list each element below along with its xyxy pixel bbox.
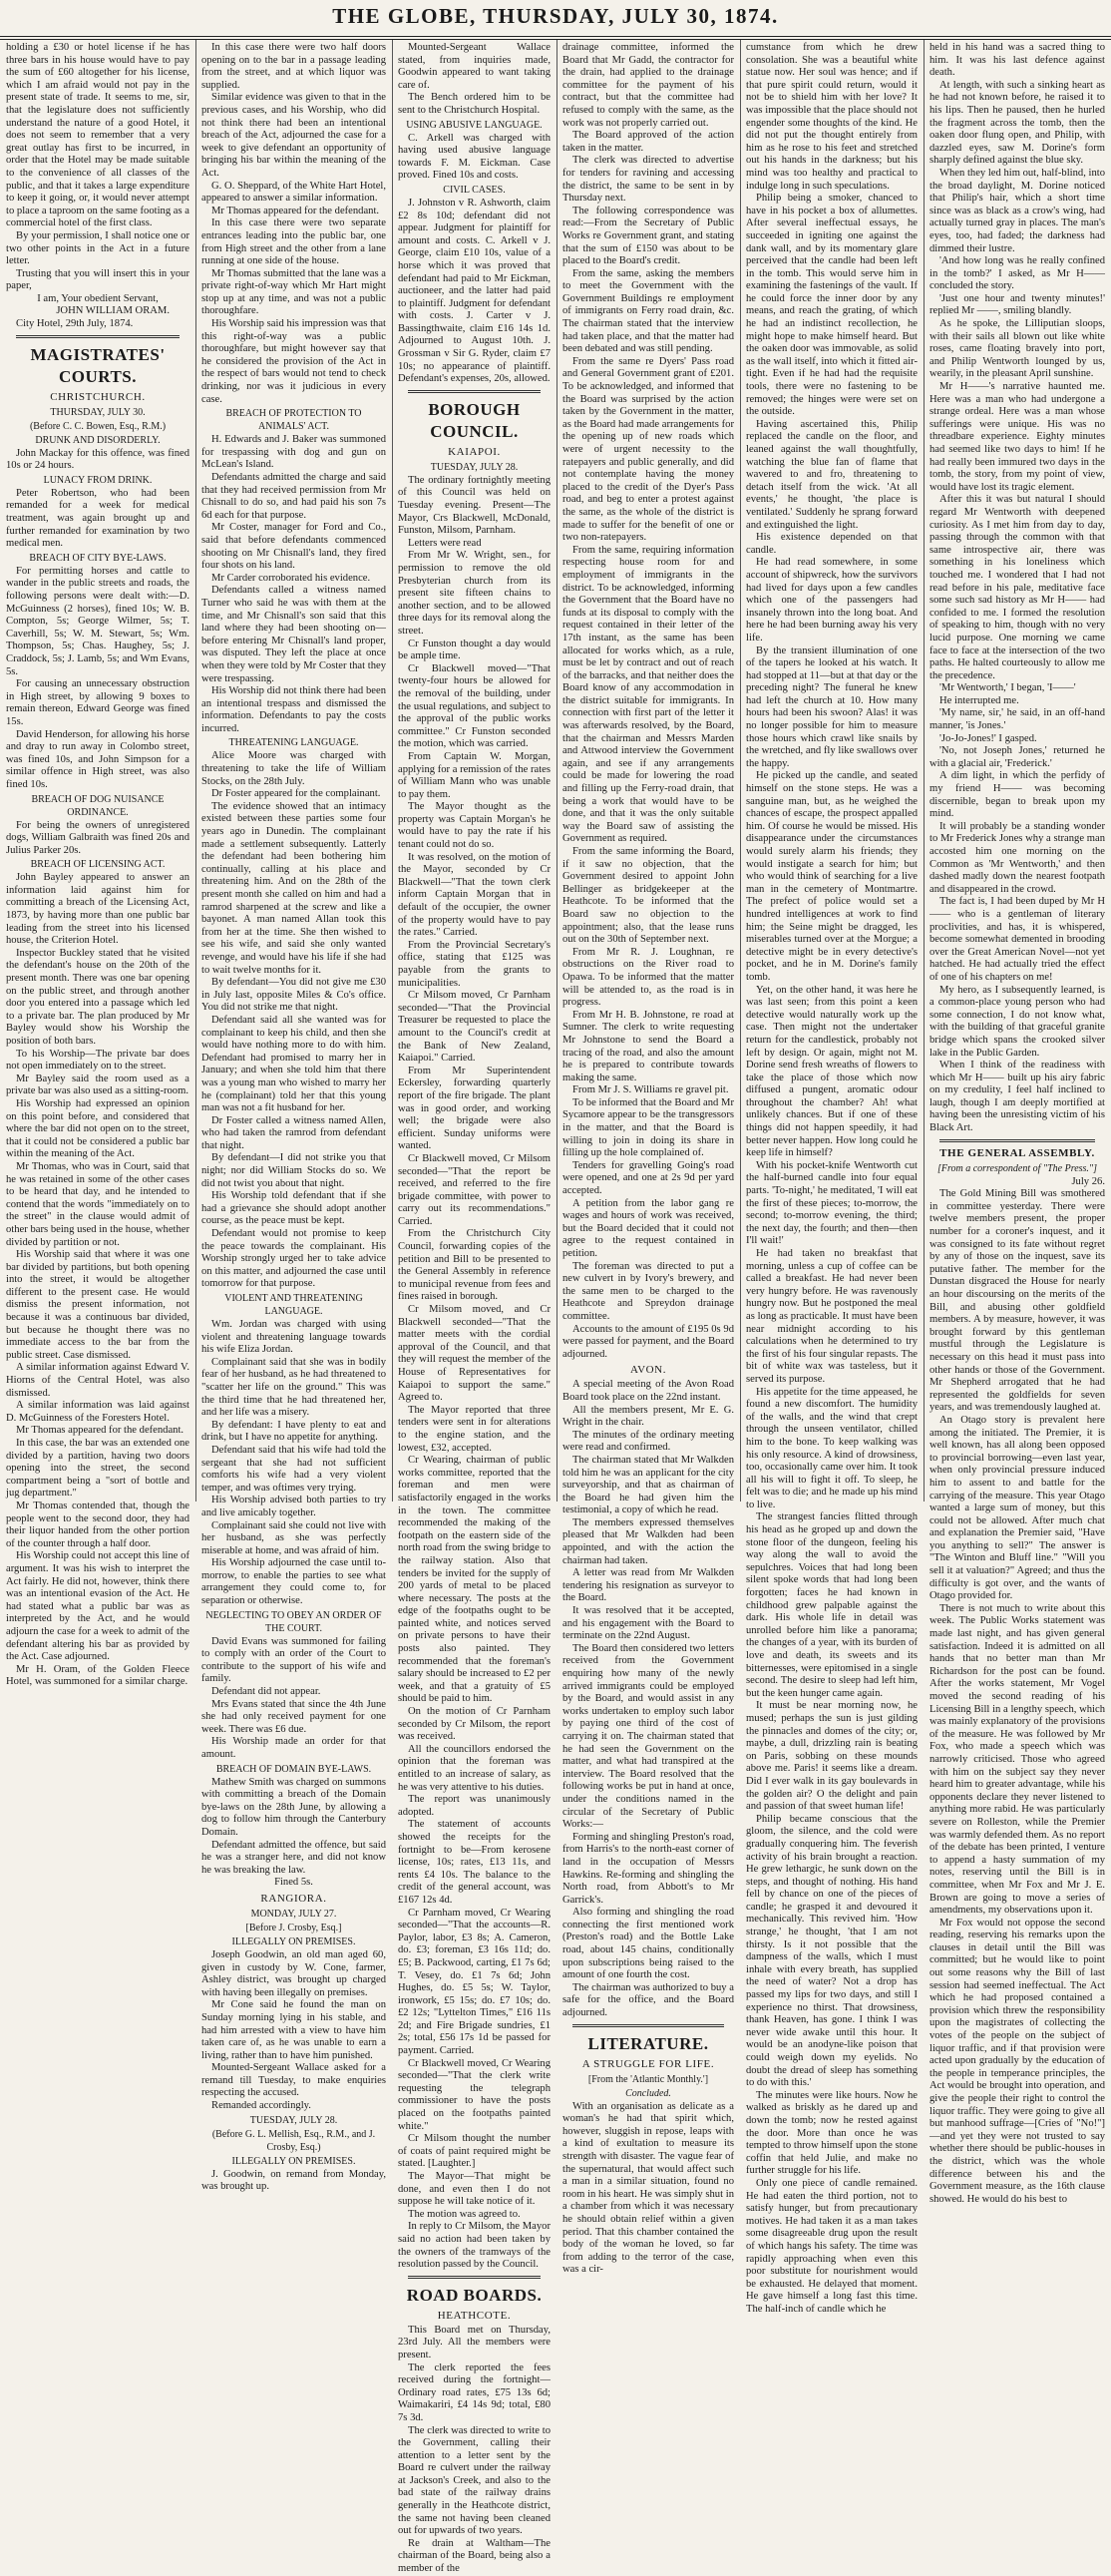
story-text: He had taken no breakfast that morning, unless a cup of coffee can be called a breakfast. He had never been very hungry before. He was ravenously hungry now. But he postponed the meal as long as practicable. It must have been near midnight according to his calculations when he determined to try the first of his four singular repasts. The bit of white wax was tasteless, but it served its purpose. [746,1248,918,1385]
report-text: A special meeting of the Avon Road Board took place on the 22nd instant. [562,1379,734,1403]
case-text: His Worship had expressed an opinion on this point before, and considered that where the bar did not open on to the street, that it could not be considered a public bar within the meaning of the Act. [6,1097,189,1160]
report-text: The members expressed themselves pleased that Mr Walkden had been appointed, and with the action the chairman had taken. [562,1516,734,1566]
story-text: 'Mr Wentworth,' I began, 'I——' [939,682,1076,694]
case-text: Defendants called a witness named Turner who said he was with them at the time, and Mr Chisnall's son said that this land where they had been shooting on—before entering Mr Chisnall's land proper, was disputed. They left the place at once when they were told by Mr Coster that they were trespassing. [201,585,386,684]
section-rule [939,1139,1095,1142]
report-text: The foreman was directed to put a new culvert in by Ivory's brewery, and the same men to be charged to the Heathcote and Spreydon drainage committee. [562,1260,734,1322]
section-heading-road-boards: ROAD BOARDS. [406,2285,543,2305]
section-rule [408,390,541,393]
case-heading: BREACH OF PROTECTION TO ANIMALS' ACT. [225,408,362,433]
case-text: Dr Foster called a witness named Allen, who had taken the ramrod from defendant that night. [201,1114,386,1151]
case-text: His Worship advised both parties to try and live amicably together. [201,1495,386,1518]
story-text: With an organisation as delicate as a woman's he had that spirit which, however, sluggish in repose, leaps with a kind of exultation to measure its strength with disaster. The vague fear of the supernatural, that would affect such a man in a similar situation, found no room in his heart. He was simply shut in a chamber from which it was necessary he should obtain relief within a given period. That this chamber contained the body of the woman he loved, so far from adding to the terror of the case, was a cir- [562,2100,734,2276]
report-text: The minutes of the ordinary meeting were read and confirmed. [562,1429,734,1454]
report-text: A letter was read from Mr Walkden tendering his resignation as surveyor to the Board. [562,1567,734,1604]
case-text: His Worship did not think there had been an intentional trespass and dismissed the information. Defendants to pay the costs incurred. [201,685,386,734]
report-text: From the same re Dyers' Pass road and General Government grant of £201. To be acknowledged, and informed that the Board was surprised by the action taken by the Government in the matter, as the Board had made arrangements for the opening up of new roads which were of urgent necessity to the ratepayers and public generally, and did not contemplate having the money placed to the credit of the Dyer's Pass road, and beg to enter a protest against the same, as the whole of the district is made to suffer for the benefit of one or two non-ratepayers. [562,355,734,544]
column-4 [562,42,734,2276]
report-text: Letters were read [408,537,482,549]
bench-line: (Before C. C. Bowen, Esq., R.M.) [29,420,167,432]
story-title: A STRUGGLE FOR LIFE. [581,2057,715,2070]
date-line: MONDAY, JULY 27. [250,1908,337,1920]
story-text: The fact is, I had been duped by Mr H—— who is a gentleman of literary proclivities, and has, it is whispered, become somewhat demented in brooding over the Great American Novel—not yet hatched. He had actually tried the effect of one of his chapters on me! [929,896,1105,983]
report-text: The Mayor reported that three tenders were sent in for alterations to the engine station, and the lowest, £32, accepted. [398,1404,551,1454]
letter-signoff: I am, Your obedient Servant, [37,292,159,304]
column-3 [398,42,551,2575]
story-text: He interrupted me. [939,694,1019,706]
case-heading: THREATENING LANGUAGE. [228,737,359,749]
case-heading: VIOLENT AND THREATENING LANGUAGE. [224,1293,363,1317]
section-heading-literature: LITERATURE. [587,2033,709,2053]
report-text: drainage committee, informed the Board that Mr Gadd, the contractor for the drain, had applied to the drainage committee for the payment of his contract, but that the committee had refused to comply with the same, as the work was not properly carried out. [562,42,734,129]
story-text: held in his hand was a sacred thing to him. It was his last defence against death. [929,42,1105,79]
bench-line: (Before G. L. Mellish, Esq., R.M., and J. Crosby, Esq.) [211,2128,376,2153]
case-text: His Worship said his impression was that this right-of-way was a public thoroughfare, but might however say that he considered the provision of the Act in the respect of bars would not tend to check drinking, nor was it judicious in every case. [201,318,386,405]
section-heading-magistrates: MAGISTRATES' COURTS. [30,344,166,386]
report-text: From the same, asking the members to meet the Government with the Government Buildings re employment of immigrants on Ferry road drain, &c. The chairman stated that the interview had taken place, and that the matter had been debated and was still pending. [562,267,734,355]
case-text: H. Edwards and J. Baker was summoned for trespassing with dog and gun on McLean's Island. [201,434,386,471]
article-text: An Otago story is prevalent here among the initiated. The Premier, it is well known, has all along been opposed to provincial borrowing—even last year, when only provincial pressure induced him to assent to and battle for the carrying of the measure. This year Otago wanted a large sum of money, but this could not be allowed. After much chat and explanation the Premier said, "Have you anything to sell?" The answer is "The Winton and Bluff line." "Will you sell it at valuation?" Agreed; and thus the difficulty is got over, and the wants of Otago provided for. [929,1414,1105,1602]
case-text: Defendant said all she wanted was for complainant to keep his child, and then she would have nothing more to do with him. Defendant had promised to marry her in January; and when she told him that there was a young man who wished to marry her he (complainant) told her that this young man was not a fit husband for her. [201,1014,386,1114]
report-text: The clerk reported the fees received during the fortnight—Ordinary road rates, £75 13s 6d; Waimakariri, £4 14s 9d; total, £80 7s 3d. [398,2361,551,2423]
report-text: From Mr J. S. Williams re gravel pit. [572,1084,729,1096]
subheading: AVON. [629,1364,667,1377]
story-text: His appetite for the time appeased, he found a new discomfort. The humidity of the walls, and the wind that crept through the unseen ventilator, chilled him to the bone. To keep walking was his only resource. A kind of drowsiness, too, occasionally came over him. It took all his will to fight it off. To sleep, he felt was to die; and he made up his mind to live. [746,1386,918,1510]
case-text: Defendant admitted the offence, but said he was a stranger here, and did not know he was breaking the law. [201,1839,386,1876]
column-divider [924,40,925,1502]
case-text: Defendant did not appear. [211,1686,321,1698]
story-text: His existence depended on that candle. [746,532,918,556]
report-text: From the same, requiring information respecting house room for and employment of immigrants in the district. To be acknowledged, informing the Government that the Board have no funds at its disposal to comply with the request contained in their letter of the 17th instant, as the same has been allocated for works which, as a rule, must be let by contract and out of reach of the barracks, and that neither does the Board know of any accommodation in the district suitable for immigrants. In connection with first part of the letter it was afterwards resolved, by the Board, that the chairman and Messrs Marden and Attwood interview the Government again, and see if any arrangements could be made for lowering the road and filling up the Ferry-road drain, that being a work that would have to be done, and that it was the only suitable way the Board saw of assisting the Government as required. [562,544,734,845]
story-text: When they led him out, half-blind, into the broad daylight, M. Dorine noticed that Philip's hair, which a short time since was as black as a crow's wing, had actually turned gray in places. The man's eyes, too, had faded; the darkness had dimmed their lustre. [929,167,1105,254]
case-text: Defendant would not promise to keep the peace towards the complainant. His Worship strongly urged her to take advice on this matter, and adjourned the case until tomorrow for that purpose. [201,1228,386,1290]
case-heading: CIVIL CASES. [443,184,506,196]
issue-date: THURSDAY, JULY 30, 1874. [483,4,779,28]
report-text: In reply to Cr Milsom, the Mayor said no action had been taken by the owners of the tramways of the resolution passed by the Council. [398,2221,551,2271]
report-text: Cr Blackwell moved, Cr Milsom seconded—"That the report be received, and referred to the fire brigade committee, with power to carry out its recommendations." Carried. [398,1152,551,1227]
column-6 [929,42,1105,2205]
report-text: Cr Blackwell moved—"That twenty-four hours be allowed for the removal of the building, under the usual regulations, and subject to the approval of the public works committee." Cr Funston seconded the motion, which was carried. [398,662,551,750]
story-text: The minutes were like hours. Now he walked as briskly as he dared up and down the tomb; now he rested against the door. More than once he was tempted to throw himself upon the stone coffin that held Julie, and make no further struggle for his life. [746,2089,918,2177]
story-text: After this it was but natural I should regard Mr Wentworth with deepened curiosity. As I met him from day to day, passing through the common with that same introspective air, there was something in his loneliness which touched me. I wondered that I had not read before in his pale, meditative face some such sad history as Mr H—— had confided to me. I formed the resolution of speaking to him, though with no very lucid purpose. One morning we came face to face at the intersection of the two paths. He halted courteously to allow me the precedence. [929,494,1105,681]
article-text: The Gold Mining Bill was smothered in committee yesterday. There were twelve members present, the proper number for a coroner's inquest, and it was consigned to its fate without regret by any of those on the inquest, save its putative father. The member for the Dunstan disgraced the House for nearly an hour discoursing on the merits of the Bill, and abusing other goldfield members. A by measure, however, it was brought forward by this gentleman mustful through the Legislature is necessary on this head it must pass into other hands or those of the Government. Mr Shepherd arrogated that he had represented the goldfields for seven years, and was tremendously laughed at. [929,1188,1105,1414]
report-text: This Board met on Thursday, 23rd July. All the members were present. [398,2324,551,2361]
case-heading: ILLEGALLY ON PREMISES. [231,2155,356,2167]
case-text: By defendant—You did not give me £30 in July last, opposite Miles & Co's office. You did not strike me that night. [201,977,386,1014]
report-text: The Mayor—That might be done, and even then I do not suppose he will take notice of it. [398,2171,551,2208]
report-text: Tenders for gravelling Going's road were opened, and one at 2s 9d per yard accepted. [562,1159,734,1197]
story-text: 'Just one hour and twenty minutes!' replied Mr ——, smiling blandly. [929,292,1105,317]
article-text: Mr Fox would not oppose the second reading, reserving his remarks upon the clauses in detail until the Bill was committed; but he would like to point out some reasons why the Bill of last session had seemed ineffectual. The Act which he had proposed contained a provision which threw the responsibility upon the magistrates of collecting the votes of the people on the subject of liquor traffic, and if that provision were acted upon gradually by the education of the people in temperance principles, the Act would be brought into operation, and give the people their right to control the liquor traffic. They were going to give all but manhood suffrage—[Cries of "No!"]—and yet they were not trusted to say whether there should be public-houses in the district, which was the whole difference between his and the Government measure, as the 16th clause showed. He would do his best to [929,1917,1105,2205]
masthead-rule-2 [0,39,1111,40]
story-text: Yet, on the other hand, it was here he was last seen; from this point a keen detective would naturally work up the case. Then might not the undertaker return for the candlestick, probably not left by design. Or again, might not M. Dorine send fresh wreaths of flowers to take the place of those which now diffused a pungent, aromatic odour throughout the chamber? Ah! what unlikely chances. But if one of these things did not happen speedily, it had better never happen. How long could he keep life in himself? [746,984,918,1159]
case-text: Dr Foster appeared for the complainant. [211,788,381,800]
section-rule [16,335,180,338]
report-text: All the members present, Mr E. G. Wright in the chair. [562,1404,734,1429]
story-text: With his pocket-knife Wentworth cut the half-burned candle into four equal parts. 'To-night,' he meditated, 'I will eat the first of these pieces; to-morrow, the second; to-morrow evening, the third; the next day, the fourth; and then—then I'll wait!' [746,1159,918,1247]
report-text: The chairman was authorized to buy a safe for the office, and the Board adjourned. [562,1981,734,2019]
date-line: TUESDAY, JULY 28. [249,2114,338,2126]
report-text: To be informed that the Board and Mr Sycamore appear to be the transgressors in the matter, and that the Board is willing to join in doing its share in filling up the hole complained of. [562,1096,734,1159]
case-text: Inspector Buckley stated that he visited the defendant's house on the 20th of the present month. There was one bar opening on the public street, and through another door you entered into a passage which led to a private bar. The plan produced by Mr Bayley would show his Worship the position of both bars. [6,947,189,1047]
case-text: For causing an unnecessary obstruction in High street, by allowing 9 boxes to remain thereon, Edward George was fined 15s. [6,678,189,727]
case-text: Mounted-Sergeant Wallace stated, from inquiries made, Goodwin appeared to want taking care of. [398,42,551,91]
story-text: Mr H——'s narrative haunted me. Here was a man who had undergone a strange ordeal. Here was a man whose sufferings were unique. His was no threadbare experience. Eighty minutes had seemed like two days to him! If he had really been immured two days in the tomb, the story, from my point of view, would have lost its tragic element. [929,381,1105,493]
report-text: Cr Milsom moved, Cr Parnham seconded—"That the Provincial Treasurer be requested to place the amount to the Council's credit at the Bank of New Zealand, Kaiapoi." Carried. [398,990,551,1065]
story-text: 'Jo-Jo-Jones!' I gasped. [939,732,1037,744]
case-text: C. Arkell was charged with having used abusive language towards F. M. Eickman. Case proved. Fined 10s and costs. [398,132,551,182]
report-text: Forming and shingling Preston's road, from Harris's to the north-east corner of land in the occupation of Messrs Hawkins. Re-forming and shingling the North road, from Abbott's to Mr Garrick's. [562,1831,734,1906]
report-text: Cr Parnham moved, Cr Wearing seconded—"That the accounts—R. Paylor, labor, £3 8s; A. Cameron, do. £3; foreman, £3 16s 11d; do. £5; B. Packwood, carting, £1 7s 6d; T. Vesey, do. £1 7s 6d; John Hughes, do. £5 5s; W. Taylor, ironwork, £5 15s; do. £7 10s; do. £2 12s; "Lyttelton Times," £16 11s 2d; and Fire Brigade sundries, £1 2s; total, £56 17s 1d be passed for payment. Carried. [398,1907,551,2057]
case-text: Mr Thomas submitted that the lane was a private right-of-way which Mr Hart might stop up at any time, and was not a public thoroughfare. [201,267,386,317]
story-text: It will probably be a standing wonder to Mr Frederick Jones why a strange man accosted him one morning on the Common as 'Mr Wentworth,' and then dashed madly down the nearest footpath and disappeared in the crowd. [929,820,1105,895]
article-source: [From a correspondent of "The Press."] [936,1162,1098,1174]
report-text: From Mr R. J. Loughnan, re obstructions on the River road to Opawa. To be informed that the matter will be attended to, as the road is in progress. [562,946,734,1009]
case-heading: USING ABUSIVE LANGUAGE. [406,119,543,131]
column-divider [556,40,557,1502]
report-text: The following correspondence was read:—From the Secretary of Public Works re Government grant, and stating that the sum of £150 was about to be placed to the Board's credit. [562,205,734,267]
report-text: The clerk was directed to advertise for tenders for ravining and accessing the district, the same to be sent in by Thursday next. [562,155,734,205]
column-5 [746,42,919,2315]
case-text: Complainant said she could not live with her husband, as she was perfectly miserable at home, and was afraid of him. [201,1519,386,1556]
report-text: Cr Milsom moved, and Cr Blackwell seconded—"That the matter meets with the cordial approval of the Council, and that they will request the member of the House of Representatives for Kaiapoi to support the same." Agreed to. [398,1304,551,1404]
case-text: In this case there were two half doors opening on to the bar in a passage leading from the street, and at which liquor was supplied. [201,42,386,91]
column-2 [201,42,386,2193]
case-text: David Evans was summoned for failing to comply with an order of the Court to contribute to the support of his wife and family. [201,1635,386,1685]
case-heading: DRUNK AND DISORDERLY. [35,434,161,446]
story-text: At length, with such a sinking heart as he had not known before, he raised it to his lips. Then he paused, then he hurled the fragment across the tomb, then the oaken door flung open, and Philip, with dazzled eyes, saw M. Dorine's form sharply defined against the blue sky. [929,79,1105,167]
report-text: The ordinary fortnightly meeting of this Council was held on Tuesday evening. Present—The Mayor, Crs Blackwell, McDonald, Funston, Milsom, Parnham. [398,474,551,537]
story-text: It must be near morning now, he mused; perhaps the sun is just gilding the pinnacles and domes of the city; or, maybe, a dull, drizzling rain is beating on Paris, sobbing on these mounds above me. Paris! it seems like a dream. Did I ever walk in its gay boulevards in the golden air? O the delight and pain and passion of that sweet human life! [746,1700,918,1813]
column-divider [195,40,196,1502]
case-text: Mrs Evans stated that since the 4th June she had only received payment for one week. There was £6 due. [201,1698,386,1735]
case-text: Mr Bayley said the room used as a private bar was also used as a sitting-room. [6,1073,189,1097]
report-text: Cr Funston thought a day would be ample time. [398,638,551,662]
section-rule [408,2276,541,2279]
case-text: In this case, the bar was an extended one divided by a partition, having two doors opening into the street, the second compartment being a "sort of bottle and jug department." [6,1438,189,1500]
case-text: For being the owners of unregistered dogs, William Galbraith was fined 20s and Julius Parker 20s. [6,819,189,856]
case-text: Mathew Smith was charged on summons with committing a breach of the Domain bye-laws on the 28th June, by allowing a dog to follow him through the Canterbury Domain. [201,1776,386,1838]
case-heading: BREACH OF DOG NUISANCE ORDINANCE. [31,793,165,818]
report-text: The Board then considered two letters received from the Government enquiring how many of the newly arrived immigrants could be employed by the Board, and would assist in any works undertaken to employ such labor by paying one third of the cost of carrying it on. The chairman stated that he had seen the Government on the matter, and what had transpired at the interview. The Board resolved that the following works be put in hand at once, under the conditions named in the circular of the Secretary of Public Works:— [562,1642,734,1831]
case-text: Fined 5s. [274,1877,313,1889]
section-rule [572,2024,724,2027]
story-source: [From the 'Atlantic Monthly.'] [587,2073,709,2085]
story-text: 'And how long was he really confined in the tomb?' I asked, as Mr H—— concluded the story. [929,255,1105,292]
report-text: Cr Milsom thought the number of coats of paint required might be stated. [Laughter.] [398,2133,551,2170]
report-text: On the motion of Cr Parnham seconded by Cr Milsom, the report was received. [398,1706,551,1743]
case-text: His Worship adjourned the case until to-morrow, to enable the parties to see what arrangement they could come to, for separation or otherwise. [201,1557,386,1607]
report-text: The statement of accounts showed the receipts for the fortnight to be—From kerosene license, 10s; rates, £13 11s, and rents £4 10s. The balance to the credit of the general account, was £167 12s 4d. [398,1819,551,1906]
report-text: From Mr H. B. Johnstone, re road at Sumner. The clerk to write requesting Mr Johnstone to send the Board a tracing of the road, and also the amount he is prepared to contribute towards making the same. [562,1009,734,1083]
story-text: Having ascertained this, Philip replaced the candle on the floor, and leaned against the wall thoughtfully, watching the blue fan of flame that wavered to and fro, threatening to detach itself from the wick. 'At all events,' he thought, 'the place is ventilated.' Suddenly he sprang forward and extinguished the light. [746,418,918,531]
section-heading-borough: BOROUGH COUNCIL. [428,399,521,441]
case-text: Mounted-Sergeant Wallace asked for a remand till Tuesday, to make enquiries respecting the accused. [201,2062,386,2099]
case-heading: BREACH OF DOMAIN BYE-LAWS. [215,1763,372,1775]
report-text: The Mayor thought as the property was Captain Morgan's he would have to pay the rate if his tenant could not do so. [398,801,551,851]
bench-line: [Before J. Crosby, Esq.] [245,1922,342,1933]
case-text: Mr Thomas, who was in Court, said that he was retained in some of the other cases to be heard that day, and he intended to contend that the words "immediately on to the street" in the clause would admit of other bars being used in the house, whether divided by partition or not. [6,1160,189,1248]
report-text: The Board approved of the action taken in the matter. [562,130,734,154]
case-text: His Worship told defendant that if she had a grievance she should adopt another course, as the peace must be kept. [201,1190,386,1227]
case-text: Mr Thomas contended that, though the people went to the second door, they had their liquor handed from the other portion of the counter through a half door. [6,1500,189,1549]
case-text: Mr Thomas appeared for the defendant. [211,205,380,216]
date-line: THURSDAY, JULY 30. [50,406,146,418]
case-text: His Worship could not accept this line of argument. It was his wish to interpret the Act fairly. He did not, however, think there was an intentional evasion of the Act. He had stated what a public bar was as interpreted by the Act, and he would adjourn the case for a week to admit of the defendant altering his bar as provided by the Act. Case adjourned. [6,1550,189,1663]
report-text: From the Christchurch City Council, forwarding copies of the petition and Bill to be presented to the General Assembly in reference to municipal revenue from fees and fines raised in borough. [398,1228,551,1303]
story-text: cumstance from which he drew consolation. She was a beautiful white statue now. Her soul was hence; and if that pure spirit could return, would it not be to shield him with her love? It was impossible that the place should not engender some thoughts of the kind. He did not put the thought entirely from him as he rose to his feet and stretched out his hands in the darkness; but his mind was too healthy and practical to indulge long in such speculations. [746,42,918,192]
case-text: Joseph Goodwin, an old man aged 60, given in custody by W. Cone, farmer, Ashley district, was brought up charged with having been illegally on premises. [201,1948,386,1998]
case-text: A similar information against Edward V. Hiorns of the Central Hotel, was also dismissed. [6,1362,189,1399]
subheading: KAIAPOI. [448,445,501,458]
case-text: In this case there were two separate entrances leading into the public bar, one from High street and the other from a lane running at one side of the house. [201,217,386,267]
report-text: It was resolved, on the motion of the Mayor, seconded by Cr Blackwell—"That the town clerk inform Captain Morgan that in default of the occupier, the owner of the property would have to pay the rates." Carried. [398,851,551,939]
report-text: From Mr Superintendent Eckersley, forwarding quarterly report of the fire brigade. The plant was in good order, and working well; the brigade were also efficient. Sunday uniforms were wanted. [398,1065,551,1152]
date-line: TUESDAY, JULY 28. [430,461,519,473]
report-text: The chairman stated that Mr Walkden told him he was an applicant for the city surveyorship, and that as chairman of the Board he had given him the testimonial, a copy of which he read. [562,1454,734,1516]
report-text: From the Provincial Secretary's office, stating that £125 was payable from the grants to municipalities. [398,939,551,989]
case-text: David Henderson, for allowing his horse and dray to run away in Colombo street, was fined 10s, and John Simpson for a similar offence in High street, was also fined 10s. [6,728,189,790]
report-text: Cr Wearing, chairman of public works committee, reported that the foreman and men were satisfactorily engaged in the works in the town. The committee recommended the making of the footpath on the eastern side of the north road from the swing bridge to the railway station. Also that tenders be invited for the supply of 200 yards of metal to be placed where necessary. The posts at the edge of the footpaths ought to be painted white, and notices served on private persons to have their posts also painted. They recommended that the foreman's salary should be increased to £2 per week, and that a gratuity of £5 should be paid to him. [398,1455,551,1705]
report-text: The motion was agreed to. [408,2208,521,2220]
report-text: Accounts to the amount of £195 0s 9d were passed for payment, and the Board adjourned. [562,1323,734,1360]
report-text: All the councillors endorsed the opinion that the foreman was entitled to an increase of salary, as he was very attentive to his duties. [398,1743,551,1793]
case-text: Remanded accordingly. [211,2100,311,2112]
column-divider [392,40,393,1502]
case-text: Complainant said that she was in bodily fear of her husband, as he had threatened to "scatter her life on the ground." This was the third time that he had threatened her, and her life was a misery. [201,1356,386,1419]
report-text: It was resolved that it be accepted, and his engagement with the Board to terminate on the 22nd August. [562,1605,734,1642]
story-text: Philip being a smoker, chanced to have in his pocket a box of allumettes. After several ineffectual essays, he succeeded in igniting one against the dank wall, and by its momentary glare perceived that the candle had been left in the tomb. This would serve him in examining the fastenings of the vault. If he could force the inner door by any means, and reach the grating, of which he had an indistinct recollection, he might hope to make himself heard. But the oaken door was immovable, as solid as the wall itself, into which it fitted air-tight. Even if he had had the requisite tools, there were no fastening to be removed; the hinges were were set on the outside. [746,193,918,418]
letter-address: City Hotel, 29th July, 1874. [16,318,134,330]
case-text: John Mackay for this offence, was fined 10s or 24 hours. [6,447,189,472]
case-heading: ILLEGALLY ON PREMISES. [231,1935,356,1947]
story-text: Only one piece of candle remained. He had eaten the third portion, not to satisfy hunger, but from precautionary motives. He had taken it as a man takes some disagreeable drug upon the result of which hangs his safety. The time was rapidly approaching when even this poor substitute for nourishment would be exhausted. He delayed that moment. He gave himself a long fast this time. The half-inch of candle which he [746,2177,918,2315]
case-text: The evidence showed that an intimacy existed between these parties some four years ago in Dunedin. The complainant made a settlement subsequently. Latterly the defendant had been bothering him continually, calling at his place and threatening him. And on the 28th of the present month she called on him and had a ramrod sharpened at the screw and like a bayonet. A man named Allan took this from her at the time. She then wished to see his wife, and said she only wanted revenge, and would have his life if she had to wait twelve months for it. [201,800,386,976]
case-text: Mr H. Oram, of the Golden Fleece Hotel, was summoned for a similar charge. [6,1663,189,1688]
masthead-rule [0,36,1111,37]
case-text: J. Goodwin, on remand from Monday, was brought up. [201,2168,386,2193]
story-text: The strangest fancies flitted through his head as he groped up and down the stone floor of the dungeon, feeling his way along the wall to avoid the sepulchres. Voices that had long been silent spoke words that had long been forgotten; faces he had known in childhood grew palpable against the dark. His whole life in detail was unrolled before him like a panorama; the changes of a year, with its burden of love and death, its sweets and its bitternesses, were epitomised in a single second. The desire to sleep had left him, but the keen hunger came again. [746,1511,918,1699]
report-text: The clerk was directed to write to the Government, calling their attention to a letter sent by the Board re culvert under the railway at Jackson's Creek, and also to the bad state of the railway drains generally in the Heathcote district, the same not having been cleaned out for upwards of two years. [398,2424,551,2537]
story-text: 'No, not Joseph Jones,' returned he with a glacial air, 'Frederick.' [929,745,1105,769]
subheading: RANGIORA. [260,1892,327,1905]
report-text: Re drain at Waltham—The chairman of the Board, being also a member of the [398,2537,551,2575]
case-text: By defendant—I did not strike you that night; nor did William Stocks do so. We did not twist you about that night. [201,1152,386,1189]
case-heading: NEGLECTING TO OBEY AN ORDER OF THE COURT. [205,1609,382,1634]
case-text: The Bench ordered him to be sent to the Christchurch Hospital. [398,92,551,116]
case-text: Wm. Jordan was charged with using violent and threatening language towards his wife Eliza Jordan. [201,1319,386,1356]
case-text: A similar information was laid against D. McGuinness of the Foresters Hotel. [6,1400,189,1424]
case-text: To his Worship—The private bar does not open immediately on to the street. [6,1048,189,1073]
letter-paragraph: Trusting that you will insert this in your paper, [6,267,189,292]
case-heading: LUNACY FROM DRINK. [43,474,153,486]
case-text: Defendants admitted the charge and said that they had received permission from Mr Chisnall to do so, and had paid his son 7s 6d each for that purpose. [201,472,386,521]
report-text: Also forming and shingling the road connecting the first mentioned work (Preston's road) and the Bottle Lake road, about 145 chains, conditionally upon subscriptions being raised to the amount of one fourth the cost. [562,1907,734,1981]
section-heading-general-assembly: THE GENERAL ASSEMBLY. [939,1146,1095,1159]
case-heading: BREACH OF CITY BYE-LAWS. [29,552,167,564]
case-text: Alice Moore was charged with threatening to take the life of William Stocks, on the 28th July. [201,750,386,787]
subheading: CHRISTCHURCH. [50,390,146,403]
story-status: Concluded. [625,2087,671,2099]
case-text: Defendant said that his wife had told the sergeant that she had not sufficient comforts his wife had a very violent temper, and was oftimes very trying. [201,1444,386,1494]
case-text: Mr Cone said he found the man on Sunday morning lying in his stable, and had him arrested with a view to have him taken care of, as he was unable to earn a living, rather than to have him punished. [201,1999,386,2061]
article-date: July 26. [1071,1175,1105,1187]
case-text: G. O. Sheppard, of the White Hart Hotel, appeared to answer a similar information. [201,180,386,205]
story-text: He had read somewhere, in some account of shipwreck, how the survivors had lived for days upon a few candles which one of the passengers had insanely thrown into the long boat. And here he had been burning away his very life. [746,557,918,644]
story-text: 'My name, sir,' he said, in an off-hand manner, 'is Jones.' [929,707,1105,732]
case-text: Mr Coster, manager for Ford and Co., said that before defendants commenced shooting on Mr Chisnall's land, they fired four shots on his land. [201,522,386,572]
column-divider [740,40,741,1502]
story-text: When I think of the readiness with which Mr H—— built up his airy fabric on my credulity, I feel half inclined to laugh, though I am deeply mortified at having been the unresisting victim of his Black Art. [929,1060,1105,1134]
story-text: My hero, as I subsequently learned, is a common-place young person who had some connection, I do not know what, with the building of that graceful granite bridge which spans the crooked silver lake in the Public Garden. [929,984,1105,1059]
case-text: By defendant: I have plenty to eat and drink, but I have no appetite for anything. [201,1419,386,1444]
subheading: HEATHCOTE. [437,2309,512,2322]
letter-paragraph: holding a £30 or hotel license if he has three bars in his house would have to pay the sum of £60 altogether for his license, which I am afraid would not pay in the present state of trade. It seems to me, sir, that the legislature does not sufficiently understand the nature of a good Hotel, it does not seem to remember that a very great outlay has first to be incurred, in order that the Hotel may be made suitable to the convenience of all classes of the public, and that it takes a large expenditure to keep it going, or, it would never attempt to place a taproom on the same footing as a commercial hotel of the first class. [6,42,189,229]
case-text: John Bayley appeared to answer an information laid against him for committing a breach of the Licensing Act, 1873, by having more than one public bar leading from the street into his licensed house, the Criterion Hotel. [6,872,189,947]
story-text: By the transient illumination of one of the tapers he looked at his watch. It had stopped at 11—but at that day or the preceding night? The funeral he knew had left the church at 10. How many hours had been his swoon? Alas! it was no longer possible for him to measure those hours which crawl like snails by the wretched, and fly like swallows over the happy. [746,644,919,769]
case-text: For permitting horses and cattle to wander in the public streets and roads, the following persons were dealt with:—D. McGuinness (2 horses), fined 10s; W. B. Compton, 5s; George Wilmer, 5s; T. Caverhill, 5s; W. M. Stewart, 5s; Wm. Thompson, 5s; Chas. Haughey, 5s; J. Craddock, 5s; J. Lamb, 5s; and Wm Evans, 5s. [6,565,189,677]
report-text: A petition from the labor gang re wages and hours of work was received, but the Board decided that it could not agree to the request contained in petition. [562,1197,734,1259]
case-text: His Worship made an order for that amount. [201,1736,386,1760]
story-text: He picked up the candle, and seated himself on the stone steps. He was a sanguine man, but, as he weighed the chances of escape, the prospect appalled him. Of course he would be missed. His disappearance under the circumstances would surely alarm his friends; they would instigate a search for him; but who would think of searching for a live man in the cemetery of Montmartre. The prefect of police would set a hundred intelligences at work to find him; the Seine might be dragged, les miserables turned over at the Morgue; a detective might be in every detective's pocket, and he in M. Dorine's family tomb. [746,770,918,983]
case-text: Mr Thomas appeared for the defendant. [16,1425,185,1437]
case-text: Peter Robertson, who had been remanded for a week for medical treatment, was again brought up and further remanded for examination by two medical men. [6,487,189,550]
report-text: Cr Blackwell moved, Cr Wearing seconded—"That the clerk write requesting the telegraph commissioner to have the posts placed on the footpaths painted white." [398,2057,551,2132]
case-text: J. Johnston v R. Ashworth, claim £2 8s 10d; defendant did not appear. Judgment for plaintiff for amount and costs. C. Arkell v J. George, claim £10 10s, value of a horse which it was proved that defendant had paid to Mr Eickman, auctioneer, and the latter had paid to plaintiff. Judgment for defendant with costs. J. Carter v J. Bassingthwaite, claim £16 14s 1d. Adjourned to August 10th. J. Grossman v Sir G. Ryder, claim £7 10s; no appearance of plaintiff. Defendant's expenses, 20s, allowed. [398,197,551,385]
letter-paragraph: By your permission, I shall notice one or two other points in the Act in a future letter. [6,229,189,267]
report-text: From the same informing the Board, if it saw no objection, that the Government desired to appoint John Bellinger as bridgekeeper at the Heathcote. To be informed that the Board saw no objection to the appointment; also, that the lease runs out on the 30th of September next. [562,846,734,946]
case-text: Similar evidence was given to that in the previous cases, and his Worship, who did not think there had been an intentional breach of the Act, adjourned the case for a week to give defendant an opportunity of bringing his bar within the meaning of the Act. [201,92,386,179]
letter-signature: JOHN WILLIAM ORAM. [56,305,170,317]
case-text: Mr Carder corroborated his evidence. [211,572,371,584]
article-text: There is not much to write about this week. The Public Works statement was made last night, and has given general satisfaction. Indeed it is admitted on all hands that no better man than Mr Richardson for the post can be found. After the works statement, Mr Vogel moved the second reading of his Licensing Bill in a lengthy speech, which was mainly explanatory of the provisions of the measure. He was followed by Mr Fox, who made a speech which was narrowly criticised. Those who agreed with him on the subject say they never heard him to greater advantage, while his opponents declare they never listened to anything more rabid. He was particularly severe on Rolleston, while the Premier was warmly defended them. As no report of the debate has been printed, I venture to append a hasty summation of my notes, reserving until the Bill is in committee, when Mr Fox and Mr J. E. Brown are going to move a series of amendments, my observations upon it. [929,1602,1105,1917]
report-text: From Captain W. Morgan, applying for a remission of the rates of William Mann who was unable to pay them. [398,750,551,800]
report-text: From Mr W. Wright, sen., for permission to remove the old Presbyterian church from its present site fifteen chains to another section, and to be allowed three days for its removal along the street. [398,550,551,637]
story-text: Philip became conscious that the gloom, the silence, and the cold were gradually conquering him. The feverish activity of his brain brought a reaction. He grew lethargic, he sunk down on the steps, and thought of nothing. His hand fell by chance on one of the pieces of candle; he grasped it and devoured it mechanically. This revived him. 'How strange,' he thought, 'that I am not thirsty. Is it not possible that the dampness of the walls, which I must inhale with every breath, has supplied the need of water? Not a drop has passed my lips for two days, and still I experience no thirst. That drowsiness, thank Heaven, has gone. I think I was never wide awake until this hour. It would be an anodyne-like poison that could weigh down my eyelids. No doubt the dread of sleep has something to do with this.' [746,1813,918,2089]
report-text: The report was unanimously adopted. [398,1794,551,1818]
masthead [0,4,1111,34]
case-heading: BREACH OF LICENSING ACT. [30,859,166,871]
story-text: A dim light, in which the perfidy of my friend H—— was becoming discernible, began to break upon my mind. [929,770,1105,820]
paper-name: THE GLOBE, [332,4,477,28]
case-text: His Worship said that where it was one bar divided by partitions, but both opening into the street, it would be altogether different to the present case. He would dismiss the present information, not because it was a continuous bar divided, but because he thought there was no immediate access to the bar from the public street. Case dismissed. [6,1249,189,1361]
story-text: As he spoke, the Lilliputian sloops, with their sails all blown out like white roses, came floating bravely into port, and Philip Wentworth lounged by us, wearily, in the pleasant April sunshine. [929,318,1105,380]
column-1 [6,42,189,1688]
